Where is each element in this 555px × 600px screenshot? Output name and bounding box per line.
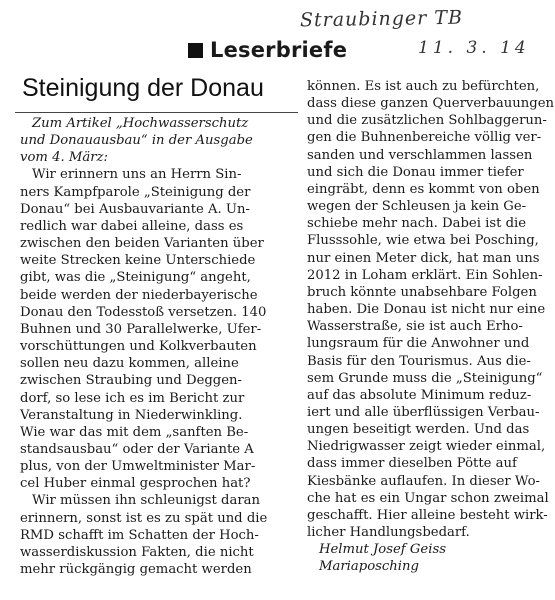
text-line: und die zusätzlichen Sohlbaggerun- <box>307 113 547 129</box>
text-line: Kiesbänke auflaufen. In dieser Wo- <box>307 473 540 489</box>
text-line: Flusssohle, wie etwa bei Posching, <box>307 233 539 249</box>
text-line: Veranstaltung in Niederwinkling. <box>20 407 243 423</box>
text-line: wasserdiskussion Fakten, die nicht <box>20 544 254 560</box>
text-line: Donau den Todesstoß versetzen. 140 <box>20 304 267 320</box>
text-line: zwischen Straubing und Deggen- <box>20 373 243 389</box>
text-line: standsausbau“ oder der Variante A <box>20 441 254 457</box>
article-column-right <box>307 78 554 576</box>
text-line: ners Kampfparole „Steinigung der <box>20 184 251 200</box>
intro-line: und Donauausbau“ in der Ausgabe <box>20 133 253 149</box>
headline-rule <box>15 112 298 113</box>
text-line: nur einen Meter dick, hat man uns <box>307 250 540 266</box>
text-line: Buhnen und 30 Parallelwerke, Ufer- <box>20 321 262 337</box>
text-line: dorf, so lese ich es im Bericht zur <box>20 390 245 406</box>
signature-name: Helmut Josef Geiss <box>319 542 446 558</box>
text-line: Wasserstraße, sie ist auch Erho- <box>307 319 523 335</box>
text-line: Basis für den Tourismus. Aus die- <box>307 353 531 369</box>
text-line: dass diese ganzen Querverbauungen <box>307 96 554 112</box>
text-line: gibt, was die „Steinigung“ angeht, <box>20 270 251 286</box>
text-line: plus, von der Umweltminister Mar- <box>20 459 256 475</box>
text-line: Donau“ bei Ausbauvariante A. Un- <box>20 201 250 217</box>
text-line: iert und alle überflüssigen Verbau- <box>307 404 540 420</box>
text-line: che hat es ein Ungar schon zweimal <box>307 490 549 506</box>
text-line: geschafft. Hier alleine besteht wirk- <box>307 507 548 523</box>
text-line: vorschüttungen und Kolkverbauten <box>20 339 257 355</box>
text-line: und sich die Donau immer tiefer <box>307 164 524 180</box>
intro-line: Zum Artikel „Hochwasserschutz <box>32 116 249 131</box>
text-line: auf das absolute Minimum reduz- <box>307 387 532 403</box>
text-line: erinnern, sonst ist es zu spät und die <box>20 510 268 526</box>
text-line: bruch könnte unabsehbare Folgen <box>307 284 537 300</box>
text-line: RMD schafft im Schatten der Hoch- <box>20 527 259 543</box>
text-line: ungen beseitigt werden. Und das <box>307 422 530 438</box>
text-line: zwischen den beiden Varianten über <box>20 236 264 252</box>
handwritten-source-note: Straubinger TB <box>299 6 464 32</box>
signature-place: Mariaposching <box>319 559 419 575</box>
black-square-icon <box>188 43 203 58</box>
section-label: Leserbriefe <box>210 38 348 62</box>
text-line: Wir erinnern uns an Herrn Sin- <box>32 167 242 183</box>
text-line: haben. Die Donau ist nicht nur eine <box>307 302 546 318</box>
text-line: weite Strecken keine Unterschiede <box>20 253 256 269</box>
text-line: beide werden der niederbayerische <box>20 287 258 303</box>
text-line: redlich war dabei alleine, dass es <box>20 218 244 234</box>
text-line: dass immer dieselben Pötte auf <box>307 456 517 472</box>
text-line: sollen neu dazu kommen, alleine <box>20 356 239 372</box>
handwritten-date-note: 11. 3. 14 <box>418 38 530 58</box>
text-line: gen die Buhnenbereiche völlig ver- <box>307 130 542 146</box>
text-line: wegen der Schleusen ja kein Ge- <box>307 199 527 215</box>
text-line: mehr rückgängig gemacht werden <box>20 562 252 578</box>
text-line: schiebe mehr nach. Dabei ist die <box>307 216 527 232</box>
article-column-left <box>20 115 300 578</box>
text-line: sanden und verschlammen lassen <box>307 147 533 163</box>
text-line: Wie war das mit dem „sanften Be- <box>20 424 249 440</box>
article-headline: Steinigung der Donau <box>22 74 264 102</box>
text-line: cel Huber einmal gesprochen hat? <box>20 476 251 492</box>
text-line: Wir müssen ihn schleunigst daran <box>32 493 260 509</box>
text-line: Niedrigwasser zeigt wieder einmal, <box>307 439 546 455</box>
intro-line: vom 4. März: <box>20 150 108 166</box>
text-line: sem Grunde muss die „Steinigung“ <box>307 370 543 386</box>
text-line: eingräbt, denn es kommt von oben <box>307 181 540 197</box>
text-line: 2012 in Loham erklärt. Ein Sohlen- <box>307 267 543 283</box>
section-header <box>188 37 347 63</box>
text-line: lungsraum für die Anwohner und <box>307 336 530 352</box>
text-line: können. Es ist auch zu befürchten, <box>307 79 540 94</box>
text-line: licher Handlungsbedarf. <box>307 525 470 541</box>
